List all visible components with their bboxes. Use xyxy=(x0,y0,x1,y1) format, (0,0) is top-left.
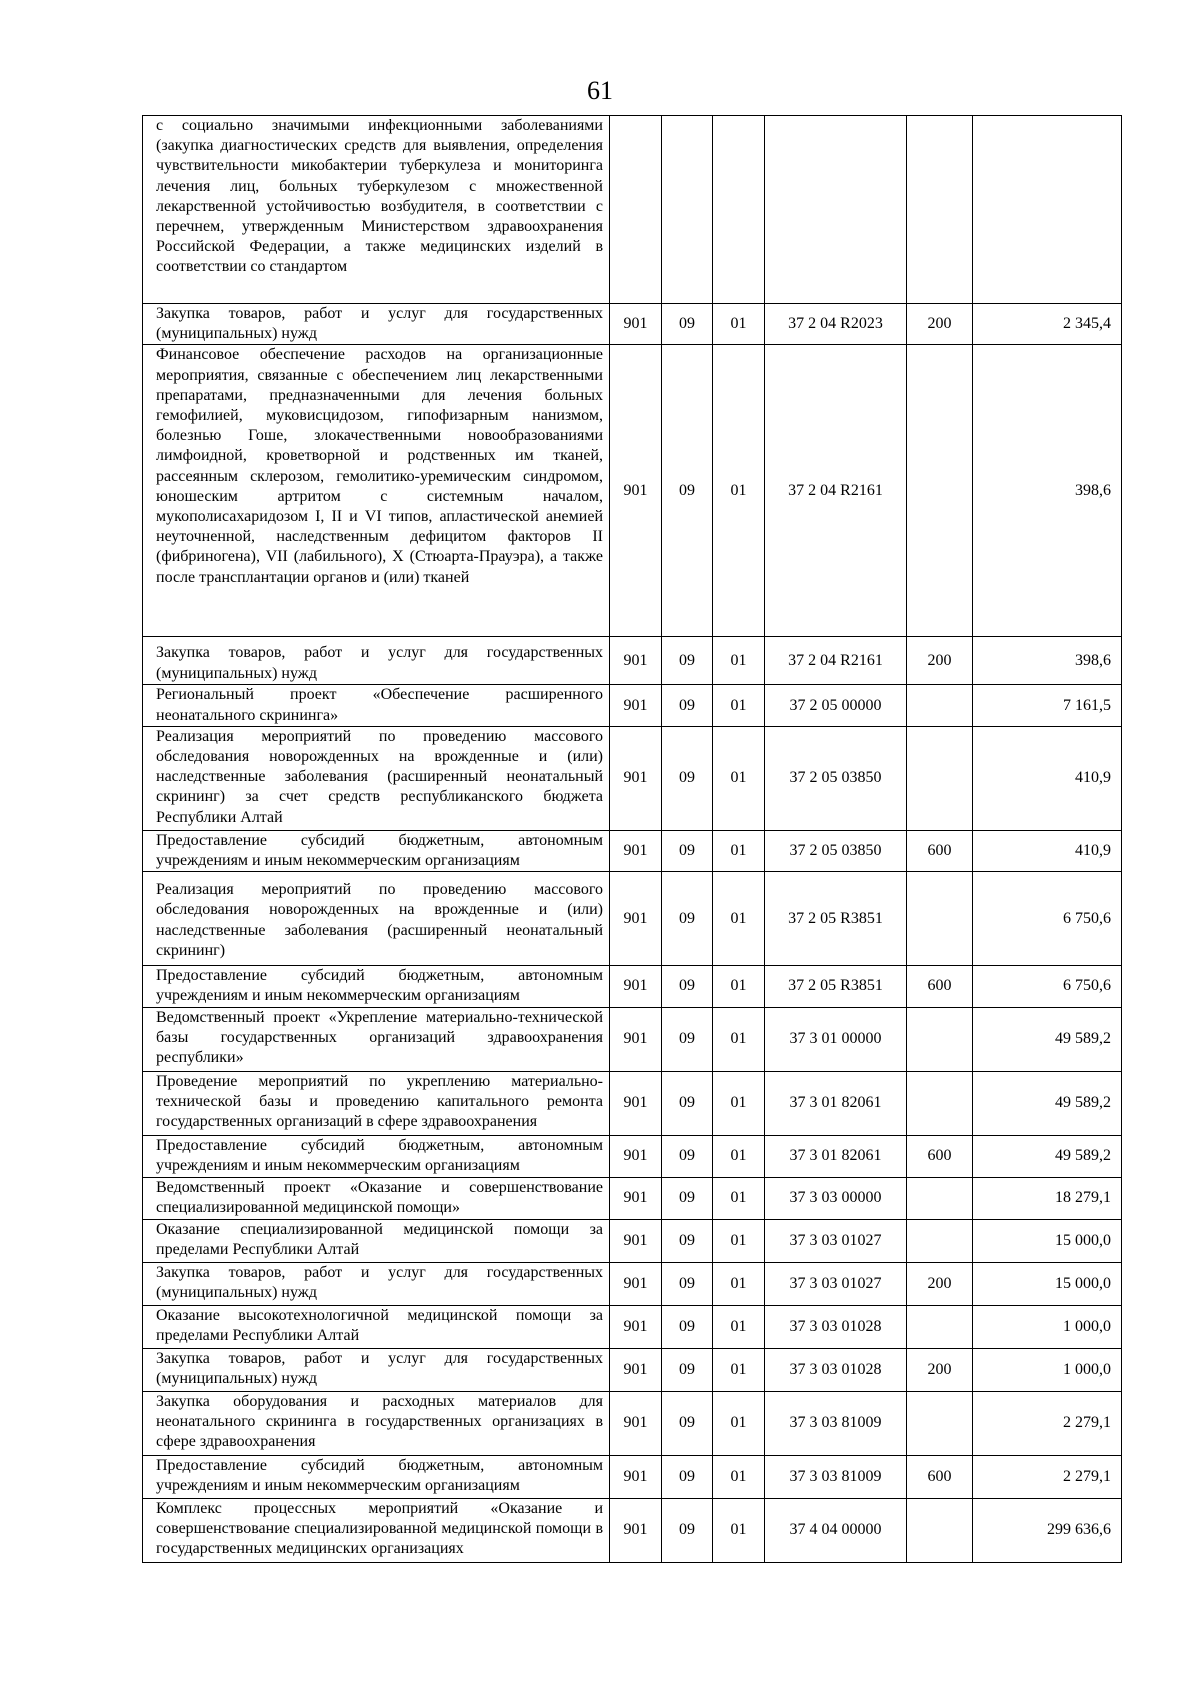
row-description: Комплекс процессных мероприятий «Оказание и совершенствование специализированной медицинской помощи в государственных медицинских организациях xyxy=(143,1498,610,1562)
table-row xyxy=(143,1391,1122,1455)
section-cell: 09 xyxy=(662,1071,713,1135)
row-description: Предоставление субсидий бюджетным, автономным учреждениям и иным некоммерческим организациям xyxy=(143,1135,610,1177)
row-description: Предоставление субсидий бюджетным, автономным учреждениям и иным некоммерческим организациям xyxy=(143,1455,610,1498)
amount-cell: 299 636,6 xyxy=(973,1498,1122,1562)
subsection-cell: 01 xyxy=(713,685,765,726)
page-number: 61 xyxy=(587,76,613,105)
subsection-cell: 01 xyxy=(713,1391,765,1455)
grbs-cell: 901 xyxy=(610,345,662,637)
subsection-cell: 01 xyxy=(713,1262,765,1305)
target-article-cell: 37 2 04 R2161 xyxy=(765,345,907,637)
target-article-cell: 37 3 03 00000 xyxy=(765,1177,907,1219)
section-cell: 09 xyxy=(662,1177,713,1219)
table-row xyxy=(143,1219,1122,1262)
section-cell: 09 xyxy=(662,1498,713,1562)
amount-cell: 398,6 xyxy=(973,637,1122,685)
subsection-cell: 01 xyxy=(713,1177,765,1219)
grbs-cell: 901 xyxy=(610,830,662,871)
expense-type-cell: 200 xyxy=(907,1262,973,1305)
row-description: Закупка оборудования и расходных материалов для неонатального скрининга в государственных организациях в сфере здравоохранения xyxy=(143,1391,610,1455)
grbs-cell: 901 xyxy=(610,1262,662,1305)
grbs-cell: 901 xyxy=(610,966,662,1007)
grbs-cell: 901 xyxy=(610,1391,662,1455)
row-description: Ведомственный проект «Укрепление материально-технической базы государственных организаций здравоохранения республики» xyxy=(143,1007,610,1071)
section-cell: 09 xyxy=(662,685,713,726)
section-cell: 09 xyxy=(662,1348,713,1391)
table-row xyxy=(143,872,1122,966)
expense-type-cell: 600 xyxy=(907,1135,973,1177)
subsection-cell xyxy=(713,116,765,304)
target-article-cell: 37 2 04 R2023 xyxy=(765,304,907,345)
grbs-cell: 901 xyxy=(610,304,662,345)
row-description: Закупка товаров, работ и услуг для государственных (муниципальных) нужд xyxy=(143,304,610,345)
row-description: Финансовое обеспечение расходов на организационные мероприятия, связанные с обеспечением лиц лекарственными препаратами, предназначенными для лечения больных гемофилией, муковисцидозом, гипофизарным нанизмом, болезнью Гоше, злокачественными новообразованиями лимфоидной, кроветворной и родственных им тканей, рассеянным склерозом, гемолитико-уремическим синдромом, юношеским артритом с системным началом, мукополисахаридозом I, II и VI типов, апластической анемией неуточненной, наследственным дефицитом факторов II (фибриногена), VII (лабильного), X (Стюарта-Прауэра), а также после трансплантации органов и (или) тканей xyxy=(143,345,610,637)
target-article-cell: 37 3 01 82061 xyxy=(765,1071,907,1135)
amount-cell: 2 345,4 xyxy=(973,304,1122,345)
expense-type-cell xyxy=(907,345,973,637)
expense-type-cell xyxy=(907,872,973,966)
row-description: Оказание специализированной медицинской помощи за пределами Республики Алтай xyxy=(143,1219,610,1262)
row-description: Проведение мероприятий по укреплению материально-технической базы и проведению капитального ремонта государственных организаций в сфере здравоохранения xyxy=(143,1071,610,1135)
table-row xyxy=(143,1135,1122,1177)
subsection-cell: 01 xyxy=(713,1071,765,1135)
grbs-cell: 901 xyxy=(610,637,662,685)
amount-cell xyxy=(973,116,1122,304)
table-row xyxy=(143,1305,1122,1348)
expense-type-cell xyxy=(907,1007,973,1071)
subsection-cell: 01 xyxy=(713,1348,765,1391)
subsection-cell: 01 xyxy=(713,1305,765,1348)
subsection-cell: 01 xyxy=(713,637,765,685)
expense-type-cell: 200 xyxy=(907,637,973,685)
target-article-cell: 37 4 04 00000 xyxy=(765,1498,907,1562)
subsection-cell: 01 xyxy=(713,1455,765,1498)
table-row xyxy=(143,830,1122,871)
target-article-cell: 37 2 05 R3851 xyxy=(765,966,907,1007)
row-description: Закупка товаров, работ и услуг для государственных (муниципальных) нужд xyxy=(143,1262,610,1305)
table-row xyxy=(143,304,1122,345)
expense-type-cell xyxy=(907,726,973,830)
grbs-cell: 901 xyxy=(610,1007,662,1071)
subsection-cell: 01 xyxy=(713,966,765,1007)
amount-cell: 6 750,6 xyxy=(973,966,1122,1007)
grbs-cell: 901 xyxy=(610,1219,662,1262)
grbs-cell: 901 xyxy=(610,1305,662,1348)
table-row xyxy=(143,1007,1122,1071)
table-row xyxy=(143,1071,1122,1135)
table-row xyxy=(143,116,1122,304)
budget-table-body xyxy=(143,116,1122,1563)
row-description: Ведомственный проект «Оказание и совершенствование специализированной медицинской помощи» xyxy=(143,1177,610,1219)
table-row xyxy=(143,1455,1122,1498)
row-description: Реализация мероприятий по проведению массового обследования новорожденных на врожденные и (или) наследственные заболевания (расширенный неонатальный скрининг) xyxy=(143,872,610,966)
row-description: Предоставление субсидий бюджетным, автономным учреждениям и иным некоммерческим организациям xyxy=(143,966,610,1007)
target-article-cell: 37 3 03 01028 xyxy=(765,1348,907,1391)
section-cell: 09 xyxy=(662,1455,713,1498)
section-cell: 09 xyxy=(662,1219,713,1262)
grbs-cell: 901 xyxy=(610,1455,662,1498)
expense-type-cell: 600 xyxy=(907,1455,973,1498)
expense-type-cell: 200 xyxy=(907,1348,973,1391)
expense-type-cell xyxy=(907,685,973,726)
grbs-cell: 901 xyxy=(610,685,662,726)
target-article-cell: 37 3 03 81009 xyxy=(765,1391,907,1455)
expense-type-cell: 600 xyxy=(907,830,973,871)
amount-cell: 49 589,2 xyxy=(973,1071,1122,1135)
target-article-cell: 37 2 04 R2161 xyxy=(765,637,907,685)
grbs-cell: 901 xyxy=(610,1177,662,1219)
amount-cell: 7 161,5 xyxy=(973,685,1122,726)
table-row xyxy=(143,1348,1122,1391)
table-row xyxy=(143,685,1122,726)
grbs-cell: 901 xyxy=(610,872,662,966)
subsection-cell: 01 xyxy=(713,830,765,871)
amount-cell: 18 279,1 xyxy=(973,1177,1122,1219)
table-row xyxy=(143,637,1122,685)
amount-cell: 49 589,2 xyxy=(973,1007,1122,1071)
section-cell: 09 xyxy=(662,345,713,637)
amount-cell: 398,6 xyxy=(973,345,1122,637)
section-cell: 09 xyxy=(662,966,713,1007)
grbs-cell: 901 xyxy=(610,1071,662,1135)
row-description: Предоставление субсидий бюджетным, автономным учреждениям и иным некоммерческим организациям xyxy=(143,830,610,871)
section-cell: 09 xyxy=(662,1262,713,1305)
expense-type-cell xyxy=(907,1071,973,1135)
subsection-cell: 01 xyxy=(713,304,765,345)
expense-type-cell xyxy=(907,116,973,304)
section-cell xyxy=(662,116,713,304)
table-row xyxy=(143,345,1122,637)
target-article-cell: 37 3 01 82061 xyxy=(765,1135,907,1177)
target-article-cell xyxy=(765,116,907,304)
target-article-cell: 37 3 01 00000 xyxy=(765,1007,907,1071)
row-description: Закупка товаров, работ и услуг для государственных (муниципальных) нужд xyxy=(143,1348,610,1391)
target-article-cell: 37 3 03 81009 xyxy=(765,1455,907,1498)
subsection-cell: 01 xyxy=(713,1498,765,1562)
target-article-cell: 37 2 05 03850 xyxy=(765,830,907,871)
subsection-cell: 01 xyxy=(713,1007,765,1071)
row-description: Оказание высокотехнологичной медицинской помощи за пределами Республики Алтай xyxy=(143,1305,610,1348)
row-description: Реализация мероприятий по проведению массового обследования новорожденных на врожденные и (или) наследственные заболевания (расширенный неонатальный скрининг) за счет средств республиканского бюджета Республики Алтай xyxy=(143,726,610,830)
section-cell: 09 xyxy=(662,830,713,871)
expense-type-cell xyxy=(907,1498,973,1562)
section-cell: 09 xyxy=(662,872,713,966)
section-cell: 09 xyxy=(662,1135,713,1177)
grbs-cell: 901 xyxy=(610,1498,662,1562)
grbs-cell xyxy=(610,116,662,304)
target-article-cell: 37 2 05 03850 xyxy=(765,726,907,830)
expense-type-cell xyxy=(907,1177,973,1219)
amount-cell: 410,9 xyxy=(973,726,1122,830)
table-row xyxy=(143,1498,1122,1562)
target-article-cell: 37 3 03 01027 xyxy=(765,1262,907,1305)
table-row xyxy=(143,966,1122,1007)
expense-type-cell: 600 xyxy=(907,966,973,1007)
grbs-cell: 901 xyxy=(610,726,662,830)
table-row xyxy=(143,1177,1122,1219)
subsection-cell: 01 xyxy=(713,1135,765,1177)
amount-cell: 15 000,0 xyxy=(973,1262,1122,1305)
subsection-cell: 01 xyxy=(713,726,765,830)
expense-type-cell: 200 xyxy=(907,304,973,345)
section-cell: 09 xyxy=(662,1305,713,1348)
grbs-cell: 901 xyxy=(610,1348,662,1391)
expense-type-cell xyxy=(907,1219,973,1262)
subsection-cell: 01 xyxy=(713,872,765,966)
table-row xyxy=(143,726,1122,830)
target-article-cell: 37 2 05 00000 xyxy=(765,685,907,726)
subsection-cell: 01 xyxy=(713,345,765,637)
expense-type-cell xyxy=(907,1305,973,1348)
section-cell: 09 xyxy=(662,726,713,830)
target-article-cell: 37 3 03 01027 xyxy=(765,1219,907,1262)
amount-cell: 2 279,1 xyxy=(973,1455,1122,1498)
row-description: Региональный проект «Обеспечение расширенного неонатального скрининга» xyxy=(143,685,610,726)
target-article-cell: 37 3 03 01028 xyxy=(765,1305,907,1348)
subsection-cell: 01 xyxy=(713,1219,765,1262)
expense-type-cell xyxy=(907,1391,973,1455)
amount-cell: 15 000,0 xyxy=(973,1219,1122,1262)
amount-cell: 49 589,2 xyxy=(973,1135,1122,1177)
budget-table xyxy=(142,115,1122,1563)
target-article-cell: 37 2 05 R3851 xyxy=(765,872,907,966)
amount-cell: 6 750,6 xyxy=(973,872,1122,966)
table-row xyxy=(143,1262,1122,1305)
section-cell: 09 xyxy=(662,1391,713,1455)
amount-cell: 410,9 xyxy=(973,830,1122,871)
amount-cell: 2 279,1 xyxy=(973,1391,1122,1455)
section-cell: 09 xyxy=(662,304,713,345)
section-cell: 09 xyxy=(662,1007,713,1071)
amount-cell: 1 000,0 xyxy=(973,1348,1122,1391)
grbs-cell: 901 xyxy=(610,1135,662,1177)
row-description: с социально значимыми инфекционными заболеваниями (закупка диагностических средств для выявления, определения чувствительности микобактерии туберкулеза и мониторинга лечения лиц, больных туберкулезом с множественной лекарственной устойчивостью возбудителя, в соответствии с перечнем, утвержденным Министерством здравоохранения Российской Федерации, а также медицинских изделий в соответствии со стандартом xyxy=(143,116,610,304)
amount-cell: 1 000,0 xyxy=(973,1305,1122,1348)
section-cell: 09 xyxy=(662,637,713,685)
row-description: Закупка товаров, работ и услуг для государственных (муниципальных) нужд xyxy=(143,637,610,685)
